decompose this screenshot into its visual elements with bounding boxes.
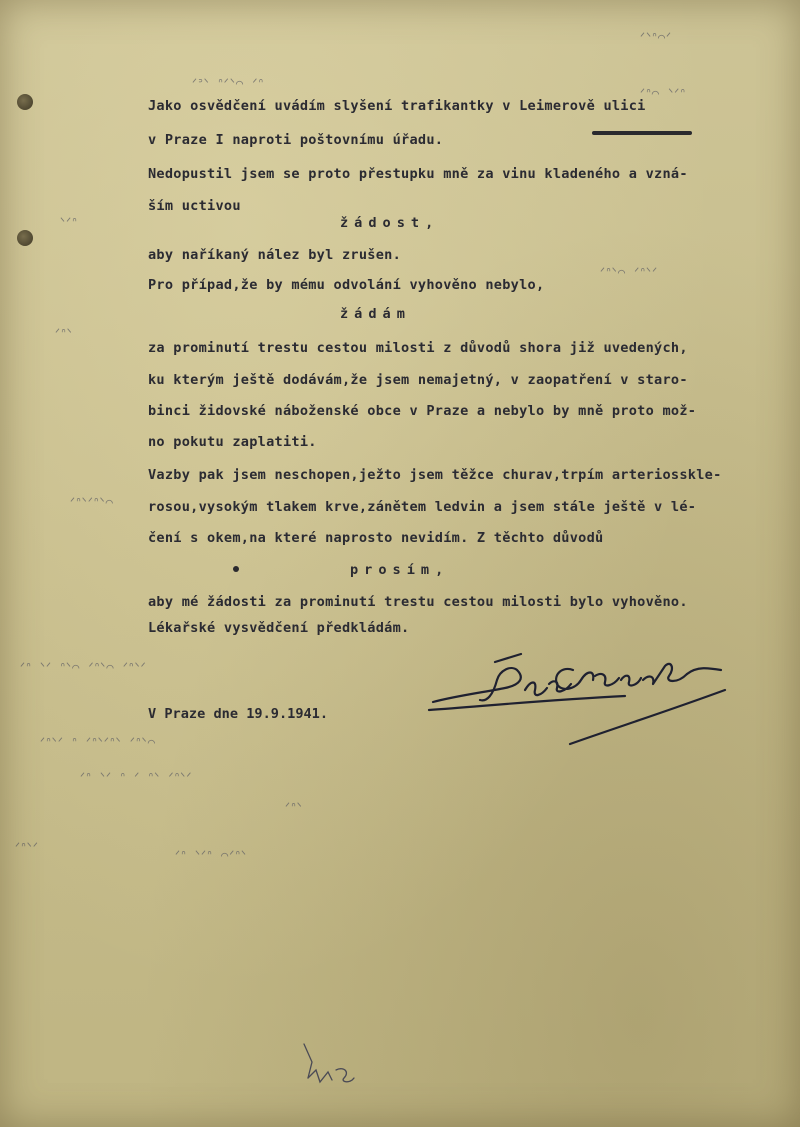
bleed-through-mark: ᐟᐢ ᐠᐟᐢ ⌒ᐟᐢᐠ — [175, 848, 248, 862]
letter-line: za prominutí trestu cestou milosti z důvodů shora již uvedených, — [148, 340, 688, 356]
punch-hole-top — [17, 94, 33, 110]
letter-line: Jako osvědčení uvádím slyšení trafikantky v Leimerově ulici — [148, 98, 646, 114]
bleed-through-mark: ᐟᐢ⌒ ᐠᐟᐢ — [640, 86, 687, 100]
bleed-through-mark: ᐟᐢᐠᐟ ᐢ ᐟᐢᐠᐟᐢᐠ ᐟᐢᐠ⌒ — [40, 735, 156, 749]
letter-line: rosou,vysokým tlakem krve,zánětem ledvin a jsem stále ještě v lé- — [148, 499, 697, 515]
heading-zadost: žádost, — [340, 215, 440, 231]
letter-line: v Praze I naproti poštovnímu úřadu. — [148, 132, 444, 148]
bleed-through-mark: ᐟᐢᐠ — [285, 800, 303, 814]
letter-line: ku kterým ještě dodávám,že jsem nemajetný, v zaopatření v staro- — [148, 372, 688, 388]
letter-line: Lékařské vysvědčení předkládám. — [148, 620, 410, 636]
bleed-through-mark: ᐟᐠᐢ⌒ᐟ — [640, 30, 673, 44]
letter-line: binci židovské náboženské obce v Praze a nebylo by mně proto mož- — [148, 403, 697, 419]
bleed-through-mark: ᐟᐢᐠᐟᐢᐠ⌒ — [70, 495, 114, 509]
pencil-mark — [298, 1042, 358, 1092]
bleed-through-mark: ᐠᐟᐢ — [60, 215, 78, 229]
letter-line: aby naříkaný nález byl zrušen. — [148, 247, 402, 263]
bleed-through-mark: ᐟᐢ ᐠᐟ ᐢ ᐟ ᐢᐠ ᐟᐢᐠᐟ — [80, 770, 193, 784]
handwritten-signature — [425, 640, 735, 750]
letter-line: no pokutu zaplatiti. — [148, 434, 317, 450]
letter-line: čení s okem,na které naprosto nevidím. Z těchto důvodů — [148, 530, 604, 546]
bleed-through-mark: ᐟᐢᐠᐟ — [15, 840, 39, 854]
letter-line: Pro případ,že by mému odvolání vyhověno nebylo, — [148, 277, 545, 293]
heading-zadam: žádám — [340, 306, 411, 322]
bleed-through-mark: ᐟᐢᐠ — [55, 326, 73, 340]
heading-prosim: prosím, — [350, 562, 450, 578]
place-date: V Praze dne 19.9.1941. — [148, 706, 329, 722]
bleed-through-mark: ᐟᐢ ᐠᐟ ᐢᐠ⌒ ᐟᐢᐠ⌒ ᐟᐢᐠᐟ — [20, 660, 147, 674]
ink-dot — [233, 566, 239, 572]
letter-line: Nedopustil jsem se proto přestupku mně za vinu kladeného a vzná- — [148, 166, 688, 182]
bleed-through-mark: ᐟᐣᐠ ᐢᐟᐠ⌒ ᐟᐢ — [192, 76, 265, 90]
letter-line: aby mé žádosti za prominutí trestu cestou milosti bylo vyhověno. — [148, 594, 688, 610]
bleed-through-mark: ᐟᐢᐠ⌒ ᐟᐢᐠᐟ — [600, 265, 659, 279]
punch-hole-middle — [17, 230, 33, 246]
ink-strike — [592, 131, 692, 135]
letter-line: Vazby pak jsem neschopen,ježto jsem těžce churav,trpím arteriosskle- — [148, 467, 722, 483]
letter-line: ším uctivou — [148, 198, 241, 214]
